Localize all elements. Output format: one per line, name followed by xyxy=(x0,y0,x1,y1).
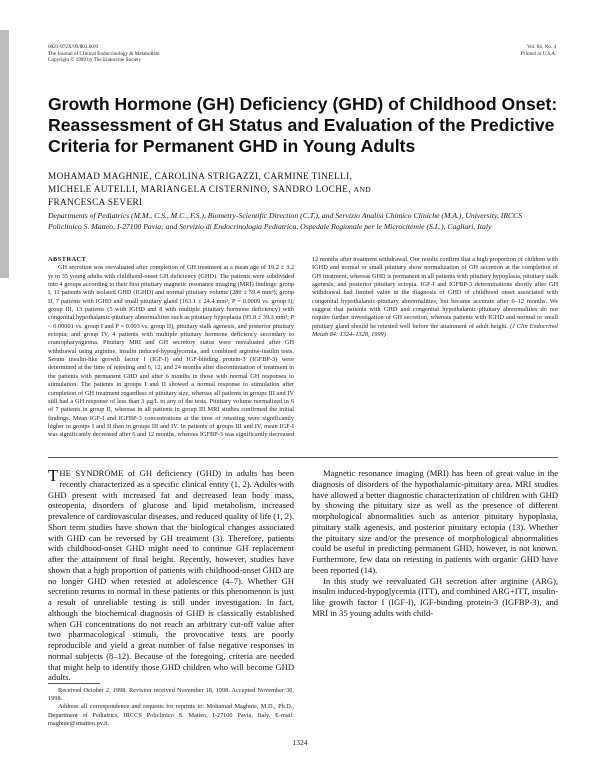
affiliations: Departments of Pediatrics (M.M., C.S., M.C., F.S.), Biometry-Scientific Direction (C.T.), and Servizio Analisi Chimico Cliniche (M.A.), University, IRCCS Policlinico S. Matteo, I-27100 Pavia; and Servizio di Endocrinologia Pediatrica, Ospedale Regionale per le Microcitemie (S.L.), Cagliari, Italy xyxy=(48,211,523,231)
author-and: AND xyxy=(353,185,372,194)
body-paragraph-1-text: HE SYNDROME of GH deficiency (GHD) in adults has been recently characterized as a specific clinical entity (1, 2). Adults with GHD present with increased fat and decreased lean body mass, osteopenia, disorders of glucose and lipid metabolism, increased prevalence of cardiovascular diseases, and reduced quality of life (1, 2). Short term studies have shown that the biological changes associated with GHD can be reversed by GH treatment (3). Therefore, patients with childhood-onset GHD might need to continue GH replacement after the attainment of final height. Recently, however, studies have shown that a high proportion of patients with childhood-onset GHD are no longer GHD when retested at adolescence (4–7). Whether GH secretion returns to normal in these patients or this phenomenon is just a result of unreliable testing is still under investigation. In fact, although the biochemical diagnosis of GHD is classically established when GH concentrations do not reach an arbitrary cut-off value after two pharmacological stimuli, the provocative tests are poorly reproducible and yield a great number of false negative responses in normal subjects (8–12). Because of the foregoing, criteria are needed that might help to identify those GHD children who will become GHD adults. xyxy=(48,468,294,683)
article-title: Growth Hormone (GH) Deficiency (GHD) of Childhood Onset: Reassessment of GH Status and Evaluation of the Predictive Criteria for Permanent GHD in Young Adults xyxy=(48,94,558,156)
author-line-2-text: MICHELE AUTELLI, MARIANGELA CISTERNINO, SANDRO LOCHE, xyxy=(48,184,351,194)
printed-line: Printed in U.S.A. xyxy=(520,50,556,57)
journal-header xyxy=(48,44,160,64)
drop-cap: T xyxy=(48,466,59,485)
page-number: 1324 xyxy=(292,738,308,747)
side-tab-marker xyxy=(0,30,9,278)
body-paragraph-3: In this study we reevaluated GH secretion after arginine (ARG), insulin induced-hypoglycemia (ITT), and combined ARG+ITT, insulin-like growth factor I (IGF-I), IGF-binding protein-3 (IGFBP-3), and MRI in 35 young adults with child- xyxy=(312,575,558,618)
abstract xyxy=(48,256,558,446)
article-body xyxy=(48,468,558,683)
body-paragraph-2: Magnetic resonance imaging (MRI) has been of great value in the diagnosis of disorders of the hypothalamic-pituitary area. MRI studies have allowed a better diagnostic characterization of children with GHD by showing the pituitary size as well as the presence of different morphological abnormalities such as anterior pituitary hypoplasia, pituitary stalk agenesis, and posterior pituitary ectopia (13). Whether the pituitary size and/or the presence of morphological abnormalities could be useful in predicting permanent GHD, however, is not known. Furthermore, few data on retesting in patients with organic GHD have been reported (14). xyxy=(312,468,558,575)
abstract-citation: (J Clin Endocrinol Metab 84: 1324–1328, 1999) xyxy=(312,322,558,339)
journal-name: The Journal of Clinical Endocrinology & Metabolism xyxy=(48,50,160,57)
abstract-body: GH secretion was reevaluated after completion of GH treatment at a mean age of 19.2 ± 3.2 yr in 35 young adults with childhood-onset GH deficiency (GHD). The patients were subdivided into 4 groups according to their first pituitary magnetic resonance imaging (MRI) findings: group I, 11 patients with isolated GHD (IGHD) and normal pituitary volume (280 ± 59.4 mm³); group II, 7 patients with IGHD and small pituitary gland (163.1 ± 24.4 mm³; P = 0.0009 vs. group I); group III, 13 patients (5 with IGHD and 8 with multiple pituitary hormone deficiency) with congenital hypothalamic-pituitary abnormalities such as pituitary hypoplasia (95.8 ± 39.3 mm³; P < 0.00001 vs. group I and P = 0.003 vs. group II), pituitary stalk agenesis, and posterior pituitary ectopia; and group IV, 4 patients with multiple pituitary hormone deficiency secondary to craniopharyngioma. Pituitary MRI and GH secretory status were reevaluated after GH withdrawal using arginine, insulin induced-hypoglycemia, and combined arginine-insulin tests. Serum insulin-like growth factor I (IGF-I) and IGF-binding protein-3 (IGFBP-3) were determined at the time of retesting and 6, 12, and 24 months after discontinuation of treatment in the patients with permanent GHD and after 6 months in those with normal GH responses to stimulation. The patients in groups I and II showed a normal response to stimulation after completion of GH treatment regardless of pituitary size, whereas all patients in groups III and IV still had a GH response of less than 3 µg/L to any of the tests. Pituitary volume normalized in 6 of 7 patients in group II, whereas in all patients in group III MRI studies confirmed the initial findings. Mean IGF-I and IGFBP-3 concentrations at the time of retesting were significantly higher in groups I and II than in groups III and IV. In patients of groups III and IV, mean IGF-I was significantly decreased after 6 and 12 months, whereas IGFBP-3 was significantly decreased 12 months after treatment withdrawal. Our results confirm that a high proportion of children with IGHD and normal or small pituitary show normalization of GH secretion at the completion of GH treatment, whereas GHD is permanent in all patients with pituitary hypoplasia, pituitary stalk agenesis, and posterior pituitary ectopia. IGF-I and IGFBP-3 determinations shortly after GH withdrawal had limited value in the diagnosis of GHD of childhood onset associated with congenital hypothalamic-pituitary abnormalities, but became accurate after 6–12 months. We suggest that patients with GHD and congenital hypothalamic-pituitary abnormalities do not require further investigation of GH secretion, whereas patients with IGHD and normal or small pituitary gland should be retested well before the attainment of adult height. xyxy=(48,256,558,439)
footnote xyxy=(48,687,294,728)
abstract-text xyxy=(48,256,558,446)
abstract-heading: ABSTRACT xyxy=(48,256,87,263)
copyright-line: Copyright © 1999 by The Endocrine Society xyxy=(48,57,142,64)
section-divider xyxy=(48,457,558,458)
body-paragraph-1 xyxy=(48,468,294,683)
issn-line: 0021-972X/99/$03.00/0 xyxy=(48,44,99,50)
author-line-2 xyxy=(48,183,558,196)
volume-header xyxy=(520,44,556,57)
author-line-1: MOHAMAD MAGHNIE, CAROLINA STRIGAZZI, CARMINE TINELLI, xyxy=(48,171,353,181)
volume-line: Vol. 84, No. 4 xyxy=(526,44,556,50)
author-line-3: FRANCESCA SEVERI xyxy=(48,197,143,207)
footnote-received: Received October 2, 1998. Revision received November 18, 1998. Accepted November 30, 1998. xyxy=(48,687,294,703)
footnote-address: Address all correspondence and requests for reprints to: Mohamad Maghnie, M.D., Ph.D., Department of Pediatrics, IRCCS Policlinico S. Matteo, I-27100 Pavia, Italy. E-mail: maghnie@smatteo.pv.it. xyxy=(48,703,294,727)
author-list xyxy=(48,170,558,209)
footnote-divider xyxy=(48,683,100,684)
